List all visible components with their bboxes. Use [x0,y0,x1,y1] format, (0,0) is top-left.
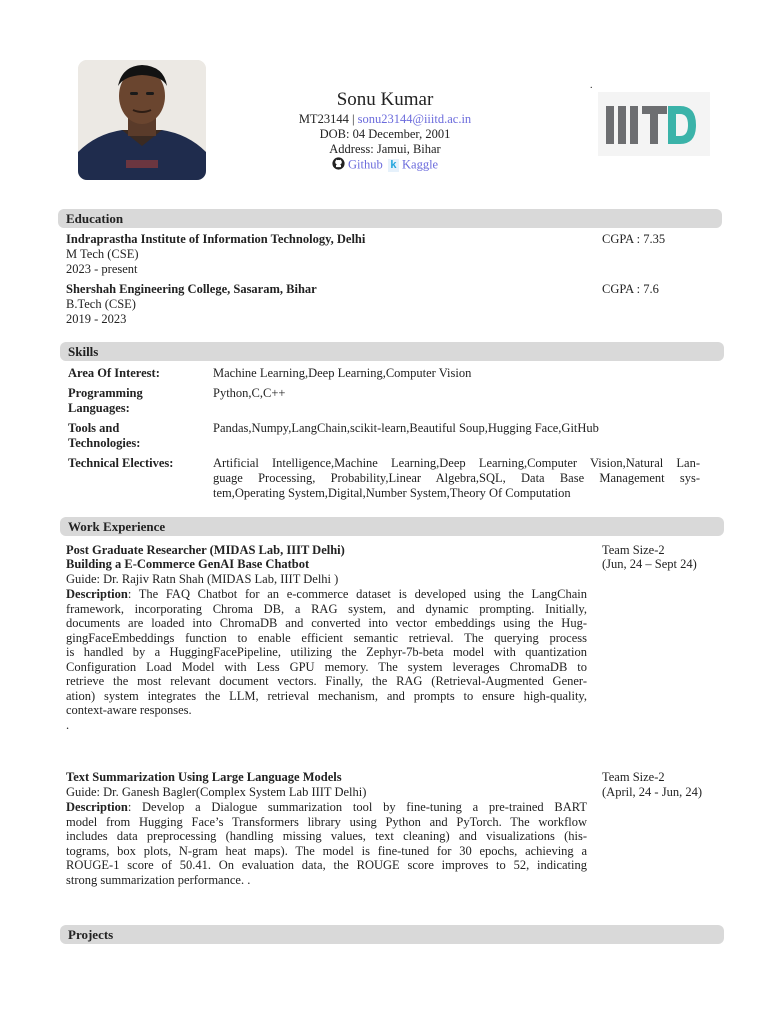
profile-photo-illustration [78,60,206,180]
section-skills: Skills [60,342,724,361]
work-dates: (Jun, 24 – Sept 24) [602,557,697,571]
github-icon [332,157,345,174]
education-score: CGPA : 7.35 [602,232,666,246]
section-work-experience: Work Experience [60,517,724,536]
kaggle-link[interactable]: Kaggle [402,157,439,172]
education-institute: Shershah Engineering College, Sasaram, Bihar [66,282,317,296]
work-guide: Guide: Dr. Ganesh Bagler(Complex System Lab IIIT Delhi) [66,785,367,799]
work-guide: Guide: Dr. Rajiv Ratn Shah (MIDAS Lab, IIIT Delhi ) [66,572,339,586]
header-block [250,88,520,174]
decorative-dot: . [590,80,593,91]
description-line: gingFaceEmbeddings function to enable efficient semantic retrieval. The querying process [66,630,587,645]
section-projects: Projects [60,925,724,944]
work-project: Text Summarization Using Large Language Models [66,770,342,784]
work-role: Post Graduate Researcher (MIDAS Lab, IIIT Delhi) [66,543,345,557]
description-label: Description [66,800,128,814]
section-education: Education [58,209,722,228]
address: Address: Jamui, Bihar [329,142,441,156]
skill-label: Area Of Interest: [68,366,160,380]
email-link[interactable]: sonu23144@iiitd.ac.in [357,112,472,126]
skill-label: Tools and [68,421,120,435]
skill-value: Pandas,Numpy,LangChain,scikit-learn,Beautiful Soup,Hugging Face,GitHub [213,421,599,435]
work-description [66,800,587,887]
skill-value: Artificial Intelligence,Machine Learning,Deep Learning,Computer Vision,Natural Lan- [213,456,700,470]
skill-label: Programming [68,386,143,400]
description-line: documents are loaded into ChromaDB and converted into vector embeddings using the Hug- [66,616,587,630]
skill-label: Technical Electives: [68,456,174,470]
work-description [66,587,587,732]
description-text: : The FAQ Chatbot for an e-commerce dataset is developed using the LangChain [127,587,587,601]
description-text: : Develop a Dialogue summarization tool by fine-tuning a pre-trained BART [127,800,587,814]
profile-photo [78,60,206,180]
skill-value: guage Processing, Probability,Linear Algebra,SQL, Data Base Management sys- [213,471,700,485]
contact-line [250,112,520,127]
description-line [66,587,587,602]
education-degree: M Tech (CSE) [66,247,139,261]
work-team-size: Team Size-2 [602,770,665,784]
education-institute: Indraprastha Institute of Information Technology, Delhi [66,232,366,246]
kaggle-glyph: k [390,159,397,171]
skill-value: Python,C,C++ [213,386,286,400]
education-years: 2023 - present [66,262,138,276]
description-line: framework, incorporating Chroma DB, a RAG system, and dynamic prompting. Initially, [66,601,587,616]
description-line: is handled by a HuggingFacePipeline, utilizing the Zephyr-7b-beta model with quantization [66,645,587,659]
separator: | [351,112,355,126]
description-line: strong summarization performance. . [66,872,251,887]
roll-number: MT23144 [298,112,349,126]
dob: DOB: 04 December, 2001 [319,127,451,141]
trailing-dot: . [66,717,70,732]
profile-links [250,157,520,174]
description-line: context-aware responses. [66,703,192,717]
skill-value: tem,Operating System,Digital,Number System,Theory Of Computation [213,486,571,500]
skill-value: Machine Learning,Deep Learning,Computer Vision [213,366,472,380]
education-degree: B.Tech (CSE) [66,297,136,311]
candidate-name: Sonu Kumar [336,89,434,110]
description-line: model from Hugging Face’s Transformers library using Python and PyTorch. The workflow [66,814,587,829]
work-team-size: Team Size-2 [602,543,665,557]
skill-label: Languages: [68,401,130,415]
skill-label: Technologies: [68,436,141,450]
work-dates: (April, 24 - Jun, 24) [602,785,702,799]
description-line: Configuration Load Model with Less GPU memory. The system leverages ChromaDB to [66,659,587,674]
education-years: 2019 - 2023 [66,312,127,326]
description-line: ROUGE-1 score of 50.41. On evaluation data, the ROUGE score improves to 52, indicating [66,858,587,872]
github-link[interactable]: Github [348,157,383,172]
kaggle-icon [388,159,399,172]
description-line: includes data preprocessing (handling missing values, text cleaning) and visualizations (his- [66,829,587,843]
work-project: Building a E-Commerce GenAI Base Chatbot [66,557,310,571]
description-line: retrieve the most relevant document vectors. Finally, the RAG (Retrieval-Augmented Gener- [66,674,587,688]
description-line [66,800,587,815]
description-label: Description [66,587,128,601]
iiitd-logo [598,92,710,156]
education-score: CGPA : 7.6 [602,282,659,296]
description-line: ation) system integrates the LLM, retrieval mechanism, and prompts to ensure high-quality, [66,688,587,703]
description-line: tograms, box plots, N-gram heat maps). The model is fine-tuned for 30 epochs, achieving a [66,843,587,858]
